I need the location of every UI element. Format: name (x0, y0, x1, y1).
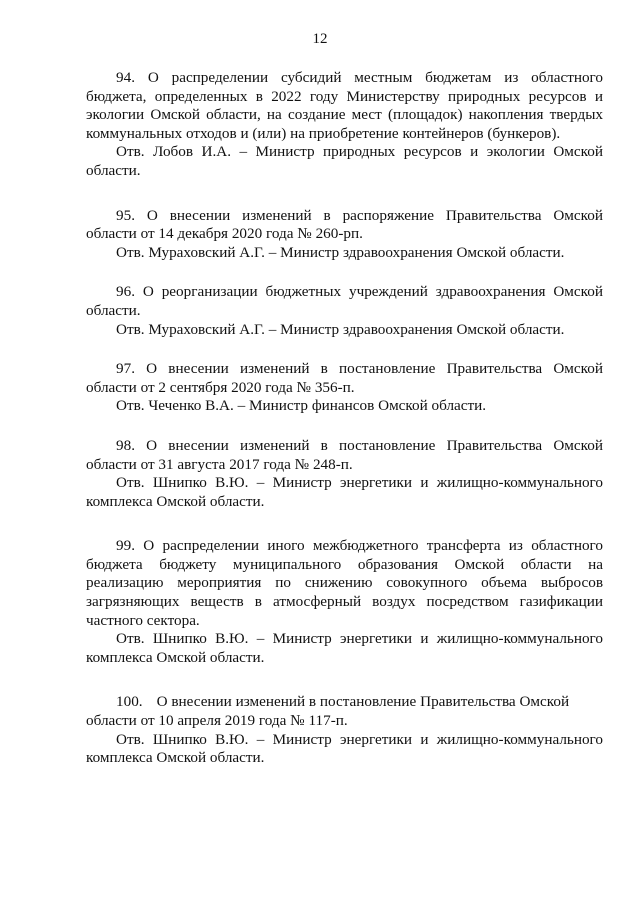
item-text-line: 94. О распределении субсидий местным бюджетам из областного (116, 69, 603, 86)
responsible-line: комплекса Омской области. (86, 749, 265, 767)
responsible-line: области. (86, 161, 141, 179)
item-text-line: реализацию мероприятия по снижению совокупного объема выбросов (86, 574, 603, 592)
agenda-item-97 (86, 360, 603, 416)
item-text-line: области от 31 августа 2017 года № 248-п. (86, 455, 353, 473)
item-text-line: коммунальных отходов и (или) на приобретение контейнеров (бункеров). (86, 124, 561, 142)
item-text-line: 96. О реорганизации бюджетных учреждений здравоохранения Омской (116, 283, 603, 301)
responsible-line: Отв. Шнипко В.Ю. – Министр энергетики и жилищно-коммунального (116, 474, 603, 492)
item-text-line: частного сектора. (86, 611, 200, 629)
item-text-line: области от 14 декабря 2020 года № 260-рп. (86, 225, 363, 243)
agenda-item-99 (86, 537, 603, 667)
agenda-item-94 (86, 69, 603, 181)
responsible-line: Отв. Мураховский А.Г. – Министр здравоохранения Омской области. (116, 320, 565, 338)
item-text-line: бюджета, определенных в 2022 году Министерству природных ресурсов и (86, 87, 603, 105)
item-text-line: экологии Омской области, на создание мест (площадок) накопления твердых (86, 106, 603, 124)
item-text-line: 99. О распределении иного межбюджетного трансферта из областного (116, 537, 603, 555)
page-number: 12 (312, 31, 328, 47)
responsible-line: Отв. Мураховский А.Г. – Министр здравоохранения Омской области. (116, 243, 565, 261)
agenda-item-100 (86, 693, 603, 767)
item-text-line: области. (86, 301, 141, 319)
agenda-item-98 (86, 437, 603, 511)
item-text-line: загрязняющих веществ в атмосферный воздух посредством газификации (86, 593, 603, 611)
responsible-line: Отв. Чеченко В.А. – Министр финансов Омской области. (116, 397, 487, 415)
agenda-item-96 (86, 283, 603, 339)
agenda-item-95 (86, 207, 603, 263)
responsible-line: комплекса Омской области. (86, 492, 265, 510)
item-text-line: области от 10 апреля 2019 года № 117-п. (86, 712, 348, 730)
item-text: О внесении изменений в постановление Правительства Омской (156, 693, 570, 711)
agenda-list (86, 69, 603, 789)
item-text-line: области от 2 сентября 2020 года № 356-п. (86, 378, 355, 396)
item-text-line: 97. О внесении изменений в постановление Правительства Омской (116, 360, 603, 378)
responsible-line: Отв. Шнипко В.Ю. – Министр энергетики и жилищно-коммунального (116, 730, 603, 748)
responsible-line: Отв. Шнипко В.Ю. – Министр энергетики и жилищно-коммунального (116, 630, 603, 648)
item-number: 100. (116, 693, 143, 711)
responsible-line: комплекса Омской области. (86, 648, 265, 666)
item-text-line (86, 693, 603, 712)
responsible-line: Отв. Лобов И.А. – Министр природных ресурсов и экологии Омской (116, 143, 603, 161)
item-text-line: бюджета бюджету муниципального образования Омской области на (86, 555, 603, 573)
item-text-line: 95. О внесении изменений в распоряжение Правительства Омской (116, 206, 603, 224)
item-text-line: 98. О внесении изменений в постановление Правительства Омской (116, 436, 603, 454)
